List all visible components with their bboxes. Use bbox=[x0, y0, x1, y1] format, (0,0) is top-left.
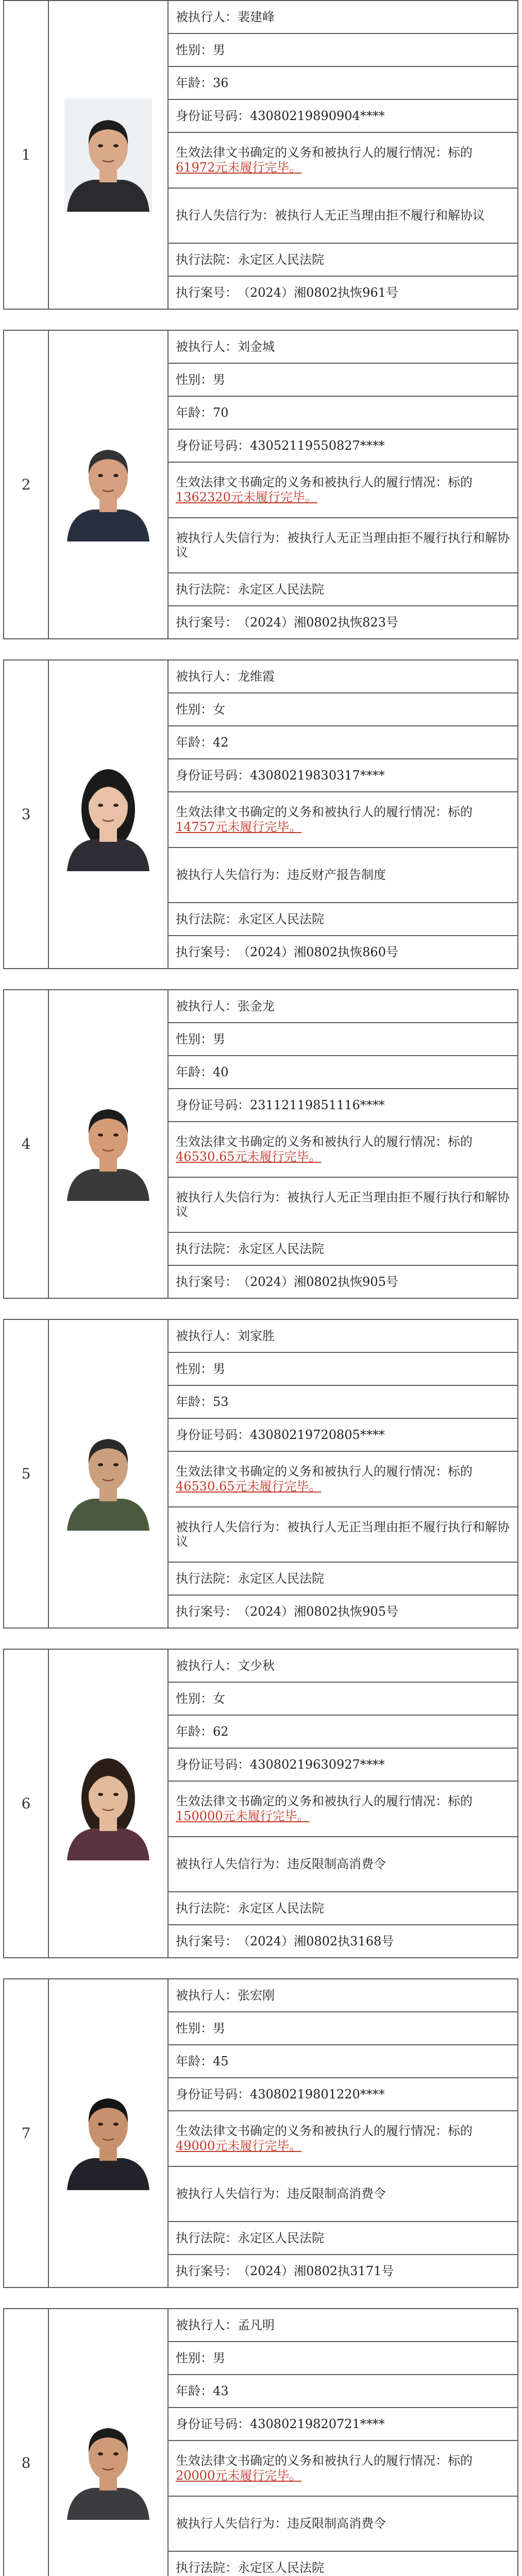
case-number-label: 执行案号： bbox=[176, 1604, 238, 1619]
court-label: 执行法院： bbox=[176, 582, 238, 597]
name-label: 被执行人： bbox=[176, 1988, 238, 2003]
age-row bbox=[169, 726, 517, 759]
id-number-row bbox=[169, 1419, 517, 1452]
obligation-suffix: 元未履行完毕。 bbox=[215, 2138, 302, 2153]
photo-cell bbox=[49, 1, 169, 309]
info-table bbox=[169, 990, 517, 1298]
gender-row bbox=[169, 1023, 517, 1056]
record-card bbox=[3, 1649, 518, 1958]
name-value: 刘家胜 bbox=[238, 1328, 275, 1343]
case-number-label: 执行案号： bbox=[176, 285, 238, 300]
behavior-text: 被执行人失信行为：被执行人无正当理由拒不履行执行和解协议 bbox=[176, 1519, 510, 1549]
obligation-amount: 46530.65 bbox=[176, 1479, 235, 1494]
court-label: 执行法院： bbox=[176, 252, 238, 267]
info-table bbox=[169, 660, 517, 968]
id-number-value: 23112119851116**** bbox=[250, 1097, 385, 1112]
id-number-value: 43052119550827**** bbox=[250, 438, 385, 453]
id-number-value: 43080219801220**** bbox=[250, 2087, 385, 2102]
gender-label: 性别： bbox=[176, 702, 213, 717]
obligation-prefix: 生效法律文书确定的义务和被执行人的履行情况：标的 bbox=[176, 1794, 473, 1809]
gender-value: 男 bbox=[213, 42, 225, 57]
behavior-text: 被执行人失信行为：被执行人无正当理由拒不履行执行和解协议 bbox=[176, 1190, 510, 1219]
court-row bbox=[169, 2222, 517, 2255]
court-value: 永定区人民法院 bbox=[238, 252, 324, 267]
behavior-row bbox=[169, 189, 517, 244]
gender-value: 女 bbox=[213, 1691, 225, 1706]
age-label: 年龄： bbox=[176, 1724, 213, 1739]
portrait-photo bbox=[64, 2077, 152, 2190]
case-number-row bbox=[169, 936, 517, 968]
photo-cell bbox=[49, 1320, 169, 1628]
name-value: 张宏刚 bbox=[238, 1988, 275, 2003]
behavior-row bbox=[169, 2497, 517, 2552]
obligation-text bbox=[176, 2124, 510, 2153]
name-label: 被执行人： bbox=[176, 998, 238, 1013]
id-number-row bbox=[169, 430, 517, 463]
behavior-text: 被执行人失信行为：违反财产报告制度 bbox=[176, 868, 386, 883]
age-value: 70 bbox=[213, 405, 229, 420]
info-table bbox=[169, 1, 517, 309]
court-value: 永定区人民法院 bbox=[238, 1241, 324, 1256]
name-value: 文少秋 bbox=[238, 1658, 275, 1673]
name-row bbox=[169, 1650, 517, 1683]
portrait-photo bbox=[64, 2406, 152, 2520]
record-card bbox=[3, 659, 518, 969]
id-number-label: 身份证号码： bbox=[176, 768, 250, 783]
obligation-suffix: 元未履行完毕。 bbox=[223, 1808, 310, 1823]
gender-label: 性别： bbox=[176, 1031, 213, 1046]
case-number-row bbox=[169, 2255, 517, 2287]
age-row bbox=[169, 1716, 517, 1749]
behavior-row bbox=[169, 518, 517, 573]
case-number-value: （2024）湘0802执恢905号 bbox=[238, 1604, 398, 1619]
gender-label: 性别： bbox=[176, 372, 213, 387]
gender-label: 性别： bbox=[176, 1691, 213, 1706]
behavior-row bbox=[169, 1837, 517, 1892]
record-index: 1 bbox=[4, 1, 49, 309]
photo-cell bbox=[49, 660, 169, 968]
court-label: 执行法院： bbox=[176, 2560, 238, 2575]
behavior-text: 被执行人失信行为：被执行人无正当理由拒不履行执行和解协议 bbox=[176, 530, 510, 560]
obligation-prefix: 生效法律文书确定的义务和被执行人的履行情况：标的 bbox=[176, 805, 473, 820]
record-card bbox=[3, 2308, 518, 2576]
behavior-row bbox=[169, 848, 517, 903]
obligation-text bbox=[176, 1134, 510, 1164]
age-value: 40 bbox=[213, 1064, 229, 1079]
id-number-label: 身份证号码： bbox=[176, 438, 250, 453]
age-row bbox=[169, 1056, 517, 1089]
obligation-text bbox=[176, 1794, 510, 1823]
obligation-prefix: 生效法律文书确定的义务和被执行人的履行情况：标的 bbox=[176, 1464, 473, 1479]
photo-cell bbox=[49, 2309, 169, 2576]
age-value: 43 bbox=[213, 2383, 229, 2398]
portrait-photo bbox=[64, 428, 152, 541]
obligation-amount: 20000 bbox=[176, 2468, 215, 2483]
name-label: 被执行人： bbox=[176, 339, 238, 354]
age-row bbox=[169, 397, 517, 430]
obligation-text bbox=[176, 805, 510, 834]
name-row bbox=[169, 660, 517, 693]
name-row bbox=[169, 2309, 517, 2342]
name-value: 张金龙 bbox=[238, 998, 275, 1013]
id-number-label: 身份证号码： bbox=[176, 1097, 250, 1112]
age-label: 年龄： bbox=[176, 1064, 213, 1079]
age-value: 53 bbox=[213, 1394, 229, 1409]
age-label: 年龄： bbox=[176, 75, 213, 90]
gender-value: 男 bbox=[213, 1031, 225, 1046]
obligation-row bbox=[169, 1782, 517, 1837]
obligation-suffix: 元未履行完毕。 bbox=[215, 160, 302, 175]
obligation-amount: 150000 bbox=[176, 1808, 223, 1823]
case-number-row bbox=[169, 1925, 517, 1957]
obligation-text bbox=[176, 1464, 510, 1494]
gender-row bbox=[169, 364, 517, 397]
record-index: 4 bbox=[4, 990, 49, 1298]
case-number-row bbox=[169, 606, 517, 638]
record-card bbox=[3, 0, 518, 310]
portrait-photo bbox=[64, 758, 152, 871]
portrait-photo bbox=[64, 1417, 152, 1531]
case-number-label: 执行案号： bbox=[176, 944, 238, 959]
gender-label: 性别： bbox=[176, 1361, 213, 1376]
id-number-label: 身份证号码： bbox=[176, 1427, 250, 1442]
behavior-text: 被执行人失信行为：违反限制高消费令 bbox=[176, 2516, 386, 2531]
record-index: 2 bbox=[4, 331, 49, 638]
court-row bbox=[169, 1233, 517, 1266]
record-card bbox=[3, 989, 518, 1299]
portrait-photo bbox=[64, 1747, 152, 1860]
record-index: 8 bbox=[4, 2309, 49, 2576]
gender-row bbox=[169, 34, 517, 67]
obligation-suffix: 元未履行完毕。 bbox=[230, 489, 317, 504]
age-label: 年龄： bbox=[176, 2054, 213, 2069]
gender-label: 性别： bbox=[176, 42, 213, 57]
obligation-suffix: 元未履行完毕。 bbox=[215, 819, 302, 834]
name-label: 被执行人： bbox=[176, 9, 238, 24]
info-table bbox=[169, 331, 517, 638]
case-number-label: 执行案号： bbox=[176, 1934, 238, 1948]
record-card bbox=[3, 1319, 518, 1629]
name-row bbox=[169, 1320, 517, 1353]
court-value: 永定区人民法院 bbox=[238, 911, 324, 926]
age-label: 年龄： bbox=[176, 1394, 213, 1409]
obligation-suffix: 元未履行完毕。 bbox=[234, 1479, 322, 1494]
gender-label: 性别： bbox=[176, 2350, 213, 2365]
gender-row bbox=[169, 1683, 517, 1716]
case-number-row bbox=[169, 277, 517, 309]
gender-row bbox=[169, 1353, 517, 1386]
id-number-row bbox=[169, 1749, 517, 1782]
court-label: 执行法院： bbox=[176, 911, 238, 926]
name-row bbox=[169, 1, 517, 34]
court-row bbox=[169, 1892, 517, 1925]
behavior-row bbox=[169, 1178, 517, 1233]
court-value: 永定区人民法院 bbox=[238, 2230, 324, 2245]
age-value: 45 bbox=[213, 2054, 229, 2069]
court-row bbox=[169, 2552, 517, 2576]
case-number-value: （2024）湘0802执3171号 bbox=[238, 2263, 394, 2278]
court-value: 永定区人民法院 bbox=[238, 1571, 324, 1586]
photo-cell bbox=[49, 990, 169, 1298]
obligation-prefix: 生效法律文书确定的义务和被执行人的履行情况：标的 bbox=[176, 475, 473, 490]
age-label: 年龄： bbox=[176, 405, 213, 420]
case-number-row bbox=[169, 1596, 517, 1628]
case-number-row bbox=[169, 1266, 517, 1298]
age-row bbox=[169, 2045, 517, 2078]
gender-value: 女 bbox=[213, 702, 225, 717]
id-number-value: 43080219630927**** bbox=[250, 1757, 385, 1772]
obligation-text bbox=[176, 2453, 510, 2483]
obligation-row bbox=[169, 1452, 517, 1507]
id-number-row bbox=[169, 2078, 517, 2111]
id-number-row bbox=[169, 2408, 517, 2441]
id-number-row bbox=[169, 759, 517, 792]
case-number-label: 执行案号： bbox=[176, 1274, 238, 1289]
obligation-prefix: 生效法律文书确定的义务和被执行人的履行情况：标的 bbox=[176, 2453, 473, 2468]
obligation-text bbox=[176, 475, 510, 504]
name-label: 被执行人： bbox=[176, 1658, 238, 1673]
id-number-value: 43080219830317**** bbox=[250, 768, 385, 783]
court-value: 永定区人民法院 bbox=[238, 2560, 324, 2575]
record-index: 5 bbox=[4, 1320, 49, 1628]
age-label: 年龄： bbox=[176, 735, 213, 750]
name-row bbox=[169, 331, 517, 364]
id-number-label: 身份证号码： bbox=[176, 108, 250, 123]
court-row bbox=[169, 1563, 517, 1596]
obligation-amount: 1362320 bbox=[176, 489, 231, 504]
gender-value: 男 bbox=[213, 1361, 225, 1376]
name-row bbox=[169, 1979, 517, 2012]
age-row bbox=[169, 67, 517, 100]
behavior-text: 被执行人失信行为：违反限制高消费令 bbox=[176, 1857, 386, 1872]
info-table bbox=[169, 1650, 517, 1957]
age-value: 42 bbox=[213, 735, 229, 750]
id-number-value: 43080219890904**** bbox=[250, 108, 385, 123]
court-value: 永定区人民法院 bbox=[238, 1901, 324, 1916]
info-table bbox=[169, 1979, 517, 2287]
age-label: 年龄： bbox=[176, 2383, 213, 2398]
court-row bbox=[169, 903, 517, 936]
id-number-value: 43080219820721**** bbox=[250, 2416, 385, 2431]
record-card bbox=[3, 330, 518, 639]
obligation-row bbox=[169, 2111, 517, 2166]
court-value: 永定区人民法院 bbox=[238, 582, 324, 597]
id-number-label: 身份证号码： bbox=[176, 2087, 250, 2102]
case-number-value: （2024）湘0802执恢905号 bbox=[238, 1274, 398, 1289]
name-value: 孟凡明 bbox=[238, 2317, 275, 2332]
name-label: 被执行人： bbox=[176, 1328, 238, 1343]
obligation-amount: 14757 bbox=[176, 819, 215, 834]
obligation-row bbox=[169, 2441, 517, 2496]
case-number-value: （2024）湘0802执恢961号 bbox=[238, 285, 398, 300]
portrait-photo bbox=[64, 98, 152, 212]
court-label: 执行法院： bbox=[176, 1241, 238, 1256]
case-number-label: 执行案号： bbox=[176, 615, 238, 630]
id-number-row bbox=[169, 100, 517, 133]
gender-row bbox=[169, 2012, 517, 2045]
gender-value: 男 bbox=[213, 2350, 225, 2365]
obligation-row bbox=[169, 463, 517, 518]
id-number-label: 身份证号码： bbox=[176, 1757, 250, 1772]
age-value: 36 bbox=[213, 75, 229, 90]
obligation-suffix: 元未履行完毕。 bbox=[234, 1149, 322, 1164]
record-index: 6 bbox=[4, 1650, 49, 1957]
info-table bbox=[169, 1320, 517, 1628]
obligation-row bbox=[169, 1122, 517, 1177]
court-label: 执行法院： bbox=[176, 1901, 238, 1916]
obligation-row bbox=[169, 792, 517, 848]
behavior-row bbox=[169, 2167, 517, 2222]
case-number-label: 执行案号： bbox=[176, 2263, 238, 2278]
name-value: 裴建峰 bbox=[238, 9, 275, 24]
gender-label: 性别： bbox=[176, 2021, 213, 2036]
id-number-row bbox=[169, 1089, 517, 1122]
record-card bbox=[3, 1978, 518, 2288]
photo-cell bbox=[49, 331, 169, 638]
gender-value: 男 bbox=[213, 2021, 225, 2036]
age-value: 62 bbox=[213, 1724, 229, 1739]
obligation-prefix: 生效法律文书确定的义务和被执行人的履行情况：标的 bbox=[176, 145, 473, 160]
behavior-text: 执行人失信行为：被执行人无正当理由拒不履行和解协议 bbox=[176, 208, 485, 223]
gender-row bbox=[169, 693, 517, 726]
name-label: 被执行人： bbox=[176, 669, 238, 684]
court-row bbox=[169, 573, 517, 606]
court-row bbox=[169, 244, 517, 277]
behavior-row bbox=[169, 1507, 517, 1563]
photo-cell bbox=[49, 1979, 169, 2287]
info-table bbox=[169, 2309, 517, 2576]
obligation-prefix: 生效法律文书确定的义务和被执行人的履行情况：标的 bbox=[176, 2124, 473, 2139]
age-row bbox=[169, 1386, 517, 1419]
record-index: 7 bbox=[4, 1979, 49, 2287]
id-number-label: 身份证号码： bbox=[176, 2416, 250, 2431]
court-label: 执行法院： bbox=[176, 1571, 238, 1586]
age-row bbox=[169, 2375, 517, 2408]
court-label: 执行法院： bbox=[176, 2230, 238, 2245]
gender-value: 男 bbox=[213, 372, 225, 387]
obligation-text bbox=[176, 145, 510, 175]
name-row bbox=[169, 990, 517, 1023]
case-number-value: （2024）湘0802执3168号 bbox=[238, 1934, 394, 1948]
record-index: 3 bbox=[4, 660, 49, 968]
obligation-prefix: 生效法律文书确定的义务和被执行人的履行情况：标的 bbox=[176, 1134, 473, 1149]
portrait-photo bbox=[64, 1088, 152, 1201]
name-value: 龙维霞 bbox=[238, 669, 275, 684]
case-number-value: （2024）湘0802执恢823号 bbox=[238, 615, 398, 630]
photo-cell bbox=[49, 1650, 169, 1957]
obligation-row bbox=[169, 133, 517, 188]
id-number-value: 43080219720805**** bbox=[250, 1427, 385, 1442]
name-value: 刘金城 bbox=[238, 339, 275, 354]
obligation-amount: 46530.65 bbox=[176, 1149, 235, 1164]
name-label: 被执行人： bbox=[176, 2317, 238, 2332]
behavior-text: 被执行人失信行为：违反限制高消费令 bbox=[176, 2187, 386, 2201]
gender-row bbox=[169, 2342, 517, 2375]
obligation-suffix: 元未履行完毕。 bbox=[215, 2468, 302, 2483]
obligation-amount: 61972 bbox=[176, 160, 215, 175]
obligation-amount: 49000 bbox=[176, 2138, 215, 2153]
case-number-value: （2024）湘0802执恢860号 bbox=[238, 944, 398, 959]
